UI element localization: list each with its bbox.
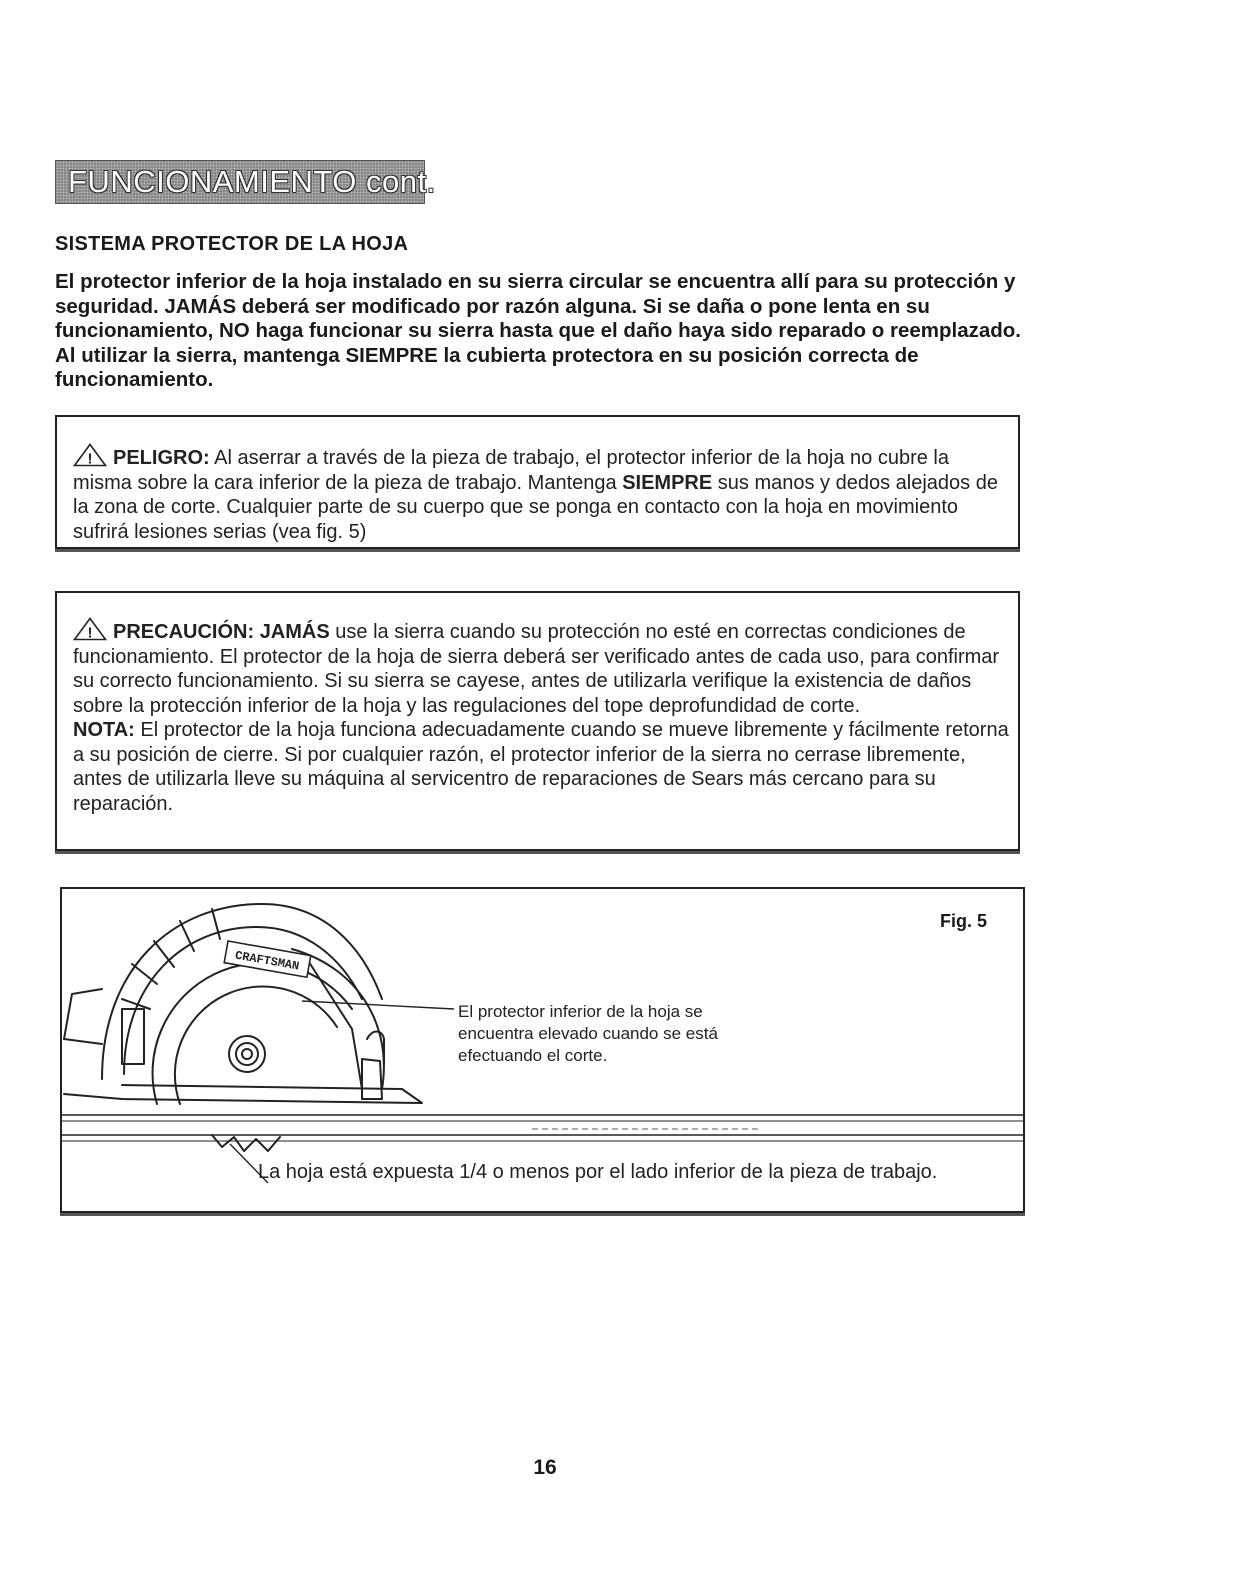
page-number: 16 (533, 1456, 557, 1479)
warning-triangle-icon (73, 443, 107, 467)
brand-text: CRAFTSMAN (233, 948, 301, 974)
figure-box (60, 887, 1025, 1213)
brand-plate (224, 941, 311, 977)
intro-paragraph: El protector inferior de la hoja instalado en su sierra circular se encuentra allí para su protección y seguridad. JAMÁS deberá ser modificado por razón alguna. Si se daña o pone lenta en su funcionamiento, NO haga funcionar su sierra hasta que el daño haya sido reparado o reemplazado. Al utilizar la sierra, mantenga SIEMPRE la cubierta protectora en su posición correcta de funcionamiento. (55, 270, 1022, 391)
guard-callout: El protector inferior de la hoja se encuentra elevado cuando se está efectuando el corte. (458, 1002, 718, 1065)
danger-emphasis: SIEMPRE (622, 471, 713, 494)
section-title: SISTEMA PROTECTOR DE LA HOJA (55, 233, 409, 255)
danger-text (73, 443, 1010, 544)
caution-box (55, 591, 1020, 851)
note-label: NOTA: (73, 719, 135, 741)
caution-label: PRECAUCIÓN: (113, 621, 255, 643)
svg-text:!: ! (87, 450, 93, 467)
warning-triangle-icon (73, 617, 107, 641)
section-banner (55, 160, 436, 204)
svg-text:!: ! (87, 624, 93, 641)
caution-body: use la sierra cuando su protección no esté en correctas condiciones de funcionamiento. El protector de la hoja de sierra deberá ser verificado antes de cada uso, para confirmar su correcto funcionamiento. Si su sierra se cayese, antes de utilizarla verifique la existencia de daños sobre la protección inferior de la hoja y las regulaciones del tope deprofundidad de corte. (73, 621, 1000, 717)
caution-text (73, 617, 1010, 816)
danger-label: PELIGRO: (113, 447, 210, 469)
danger-box (55, 415, 1020, 549)
note-body: El protector de la hoja funciona adecuadamente cuando se mueve libremente y fácilmente retorna a su posición de cierre. Si por cualquier razón, el protector inferior de la sierra no cerrase libremente, antes de utilizarla lleve su máquina al servicentro de reparaciones de Sears más cercano para su reparación. (73, 719, 1009, 815)
blade-callout: La hoja está expuesta 1/4 o menos por el lado inferior de la pieza de trabajo. (258, 1161, 938, 1183)
danger-body-1: Al aserrar a través de la pieza de trabajo, el protector inferior de la hoja no cubre la misma sobre la cara inferior de la pieza de trabajo. Mantenga (73, 447, 949, 494)
banner-title: FUNCIONAMIENTO cont. (68, 164, 436, 199)
caution-emphasis: JAMÁS (259, 621, 330, 643)
figure-label: Fig. 5 (939, 911, 987, 931)
danger-body-2: sus manos y dedos alejados de la zona de corte. Cualquier parte de su cuerpo que se ponga en contacto con la hoja en movimiento sufrirá lesiones serias (vea fig. 5) (73, 471, 998, 543)
